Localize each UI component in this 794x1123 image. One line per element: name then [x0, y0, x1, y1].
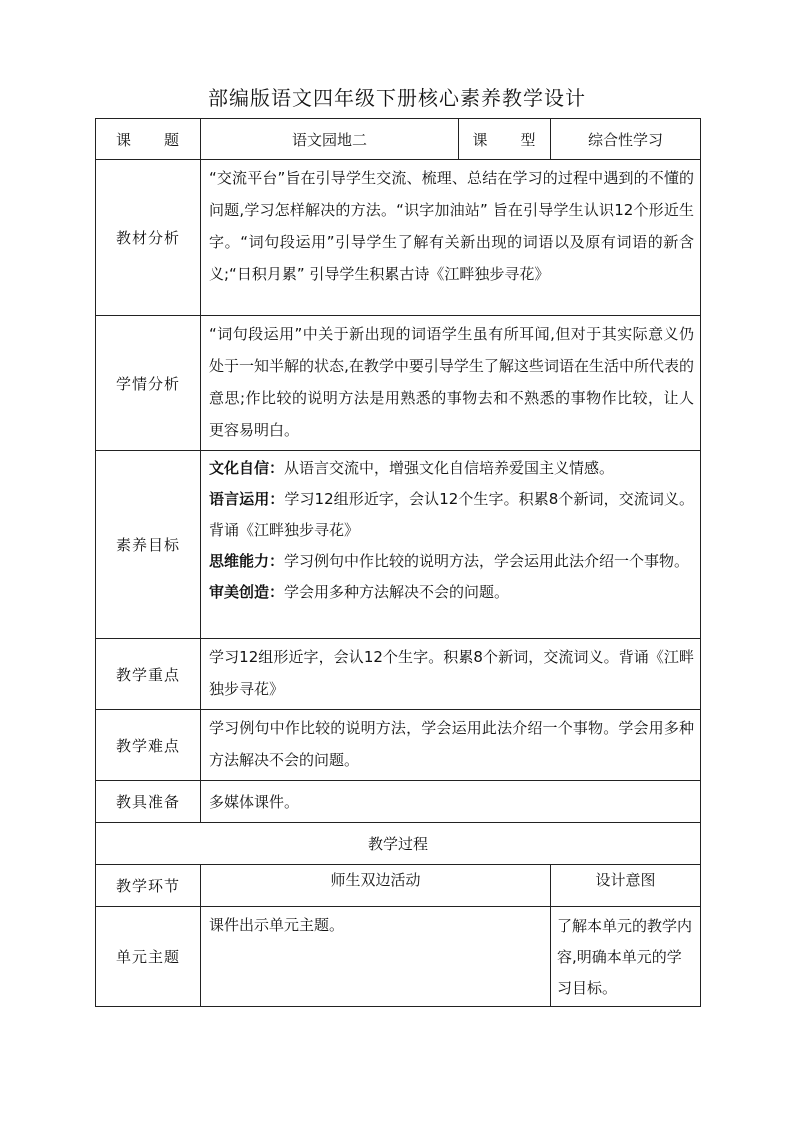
goal-text: 从语言交流中，增强文化自信培养爱国主义情感。 [284, 459, 615, 477]
type-value: 综合性学习 [551, 119, 701, 160]
difficulties-label: 教学难点 [96, 710, 201, 781]
lesson-plan-table [95, 118, 701, 1007]
textbook-analysis-label: 教材分析 [96, 160, 201, 316]
materials-text: 多媒体课件。 [201, 781, 701, 823]
materials-row [96, 781, 701, 823]
literacy-goals-label: 素养目标 [96, 451, 201, 639]
key-points-row [96, 639, 701, 710]
goal-item [209, 484, 694, 546]
intent-column-header: 设计意图 [551, 865, 701, 907]
intent-cell: 了解本单元的教学内容,明确本单元的学习目标。 [551, 907, 701, 1007]
literacy-goals-list [201, 451, 701, 639]
goal-text: 学习例句中作比较的说明方法，学会运用此法介绍一个事物。 [284, 552, 690, 570]
activity-column-header: 师生双边活动 [201, 865, 551, 907]
difficulties-text: 学习例句中作比较的说明方法，学会运用此法介绍一个事物。学会用多种方法解决不会的问题。 [201, 710, 701, 781]
process-heading: 教学过程 [96, 823, 701, 865]
goal-key: 文化自信： [209, 459, 285, 477]
difficulties-row [96, 710, 701, 781]
stage-cell: 单元主题 [96, 907, 201, 1007]
goal-text: 学会用多种方法解决不会的问题。 [284, 583, 510, 601]
activity-cell: 课件出示单元主题。 [201, 907, 551, 1007]
type-label: 课 型 [459, 119, 551, 160]
header-row [96, 119, 701, 160]
goal-key: 审美创造： [209, 583, 285, 601]
goal-key: 思维能力： [209, 552, 285, 570]
student-analysis-label: 学情分析 [96, 316, 201, 451]
process-heading-row [96, 823, 701, 865]
textbook-analysis-text: “交流平台”旨在引导学生交流、梳理、总结在学习的过程中遇到的不懂的问题,学习怎样解决的方法。“识字加油站” 旨在引导学生认识12个形近生字。“词句段运用”引导学生了解有关新出现的词语以及原有词语的新含义;“日积月累” 引导学生积累古诗《江畔独步寻花》 [201, 160, 701, 316]
goal-text: 学习12组形近字，会认12个生字。积累8个新词，交流词义。背诵《江畔独步寻花》 [209, 490, 694, 539]
textbook-analysis-row [96, 160, 701, 316]
page-title: 部编版语文四年级下册核心素养教学设计 [208, 86, 586, 110]
goal-key: 语言运用： [209, 490, 285, 508]
lesson-label: 课 题 [96, 119, 201, 160]
student-analysis-text: “词句段运用”中关于新出现的词语学生虽有所耳闻,但对于其实际意义仍处于一知半解的状态,在教学中要引导学生了解这些词语在生活中所代表的意思;作比较的说明方法是用熟悉的事物去和不熟悉的事物作比较，让人更容易明白。 [201, 316, 701, 451]
student-analysis-row [96, 316, 701, 451]
literacy-goals-row [96, 451, 701, 639]
goal-item [209, 453, 694, 484]
key-points-label: 教学重点 [96, 639, 201, 710]
lesson-value: 语文园地二 [201, 119, 459, 160]
materials-label: 教具准备 [96, 781, 201, 823]
stage-column-header: 教学环节 [96, 865, 201, 907]
goal-item [209, 577, 694, 608]
process-row [96, 907, 701, 1007]
key-points-text: 学习12组形近字，会认12个生字。积累8个新词，交流词义。背诵《江畔独步寻花》 [201, 639, 701, 710]
process-columns-row [96, 865, 701, 907]
goal-item [209, 546, 694, 577]
